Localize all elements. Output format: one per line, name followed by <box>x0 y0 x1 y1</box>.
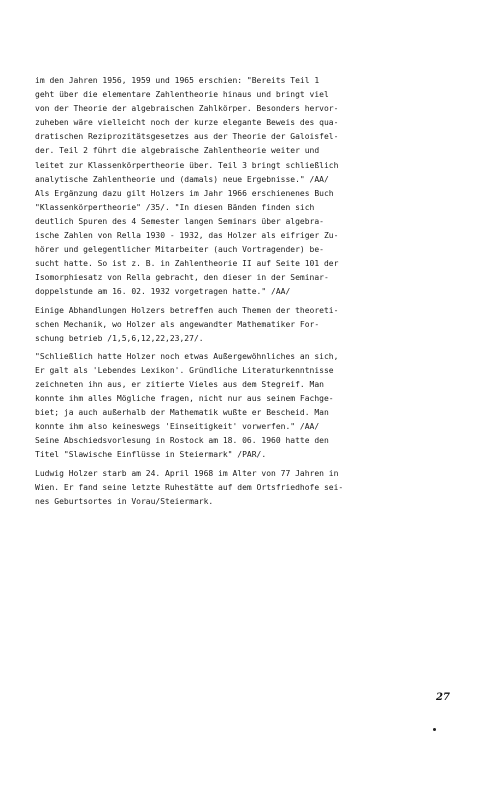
text-line: geht über die elementare Zahlentheorie hinaus und bringt viel <box>35 90 329 100</box>
text-line: Isomorphiesatz von Rella gebracht, den dieser in der Seminar- <box>35 273 329 283</box>
text-line: schen Mechanik, wo Holzer als angewandter Mathematiker For- <box>35 319 320 329</box>
paragraph-2 <box>35 304 455 346</box>
paragraph-1 <box>35 74 455 300</box>
text-line: schung betrieb /1,5,6,12,22,23,27/. <box>35 333 204 343</box>
text-line: Wien. Er fand seine letzte Ruhestätte auf dem Ortsfriedhofe sei- <box>35 482 344 492</box>
ink-dot <box>433 728 436 731</box>
text-line: konnte ihm also keineswegs 'Einseitigkeit' vorwerfen." /AA/ <box>35 422 320 432</box>
paragraph-4 <box>35 467 455 509</box>
text-line: dratischen Reziprozitätsgesetzes aus der Theorie der Galoisfel- <box>35 132 339 142</box>
text-line: im den Jahren 1956, 1959 und 1965 erschien: "Bereits Teil 1 <box>35 76 320 85</box>
text-line: "Schließlich hatte Holzer noch etwas Außergewöhnliches an sich, <box>35 351 339 361</box>
text-line: "Klassenkörpertheorie" /35/. "In diesen Bänden finden sich <box>35 202 315 212</box>
page-number: 27 <box>436 692 450 703</box>
text-line: konnte ihm alles Mögliche fragen, nicht nur aus seinem Fachge- <box>35 394 334 404</box>
text-line: Titel "Slawische Einflüsse in Steiermark" /PAR/. <box>35 450 267 460</box>
text-line: Als Ergänzung dazu gilt Holzers im Jahr 1966 erschienenes Buch <box>35 188 334 198</box>
text-line: der. Teil 2 führt die algebraische Zahlentheorie weiter und <box>35 146 320 156</box>
text-line: sucht hatte. So ist z. B. in Zahlentheorie II auf Seite 101 der <box>35 259 339 269</box>
text-line: analytische Zahlentheorie und (damals) neue Ergebnisse." /AA/ <box>35 174 329 184</box>
text-line: Seine Abschiedsvorlesung in Rostock am 18. 06. 1960 hatte den <box>35 436 329 446</box>
paragraph-3 <box>35 350 455 463</box>
text-line: Ludwig Holzer starb am 24. April 1968 im Alter von 77 Jahren in <box>35 468 339 478</box>
text-line: von der Theorie der algebraischen Zahlkörper. Besonders hervor- <box>35 104 339 114</box>
text-line: deutlich Spuren des 4 Semester langen Seminars über algebra- <box>35 216 324 226</box>
text-line: ische Zahlen von Rella 1930 - 1932, das Holzer als eifriger Zu- <box>35 231 339 241</box>
text-line: Einige Abhandlungen Holzers betreffen auch Themen der theoreti- <box>35 305 339 315</box>
text-line: Er galt als 'Lebendes Lexikon'. Gründliche Literaturkenntnisse <box>35 365 334 375</box>
text-line: hörer und gelegentlicher Mitarbeiter (auch Vortragender) be- <box>35 245 324 255</box>
text-line: zeichneten ihn aus, er zitierte Vieles aus dem Stegreif. Man <box>35 379 324 389</box>
body-text <box>35 74 455 509</box>
text-line: zuheben wäre vielleicht noch der kurze elegante Beweis des qua- <box>35 118 339 128</box>
text-line: doppelstunde am 16. 02. 1932 vorgetragen hatte." /AA/ <box>35 287 291 297</box>
text-line: nes Geburtsortes in Vorau/Steiermark. <box>35 496 214 506</box>
text-line: biet; ja auch außerhalb der Mathematik wußte er Bescheid. Man <box>35 408 329 418</box>
text-line: leitet zur Klassenkörpertheorie über. Teil 3 bringt schließlich <box>35 160 339 170</box>
